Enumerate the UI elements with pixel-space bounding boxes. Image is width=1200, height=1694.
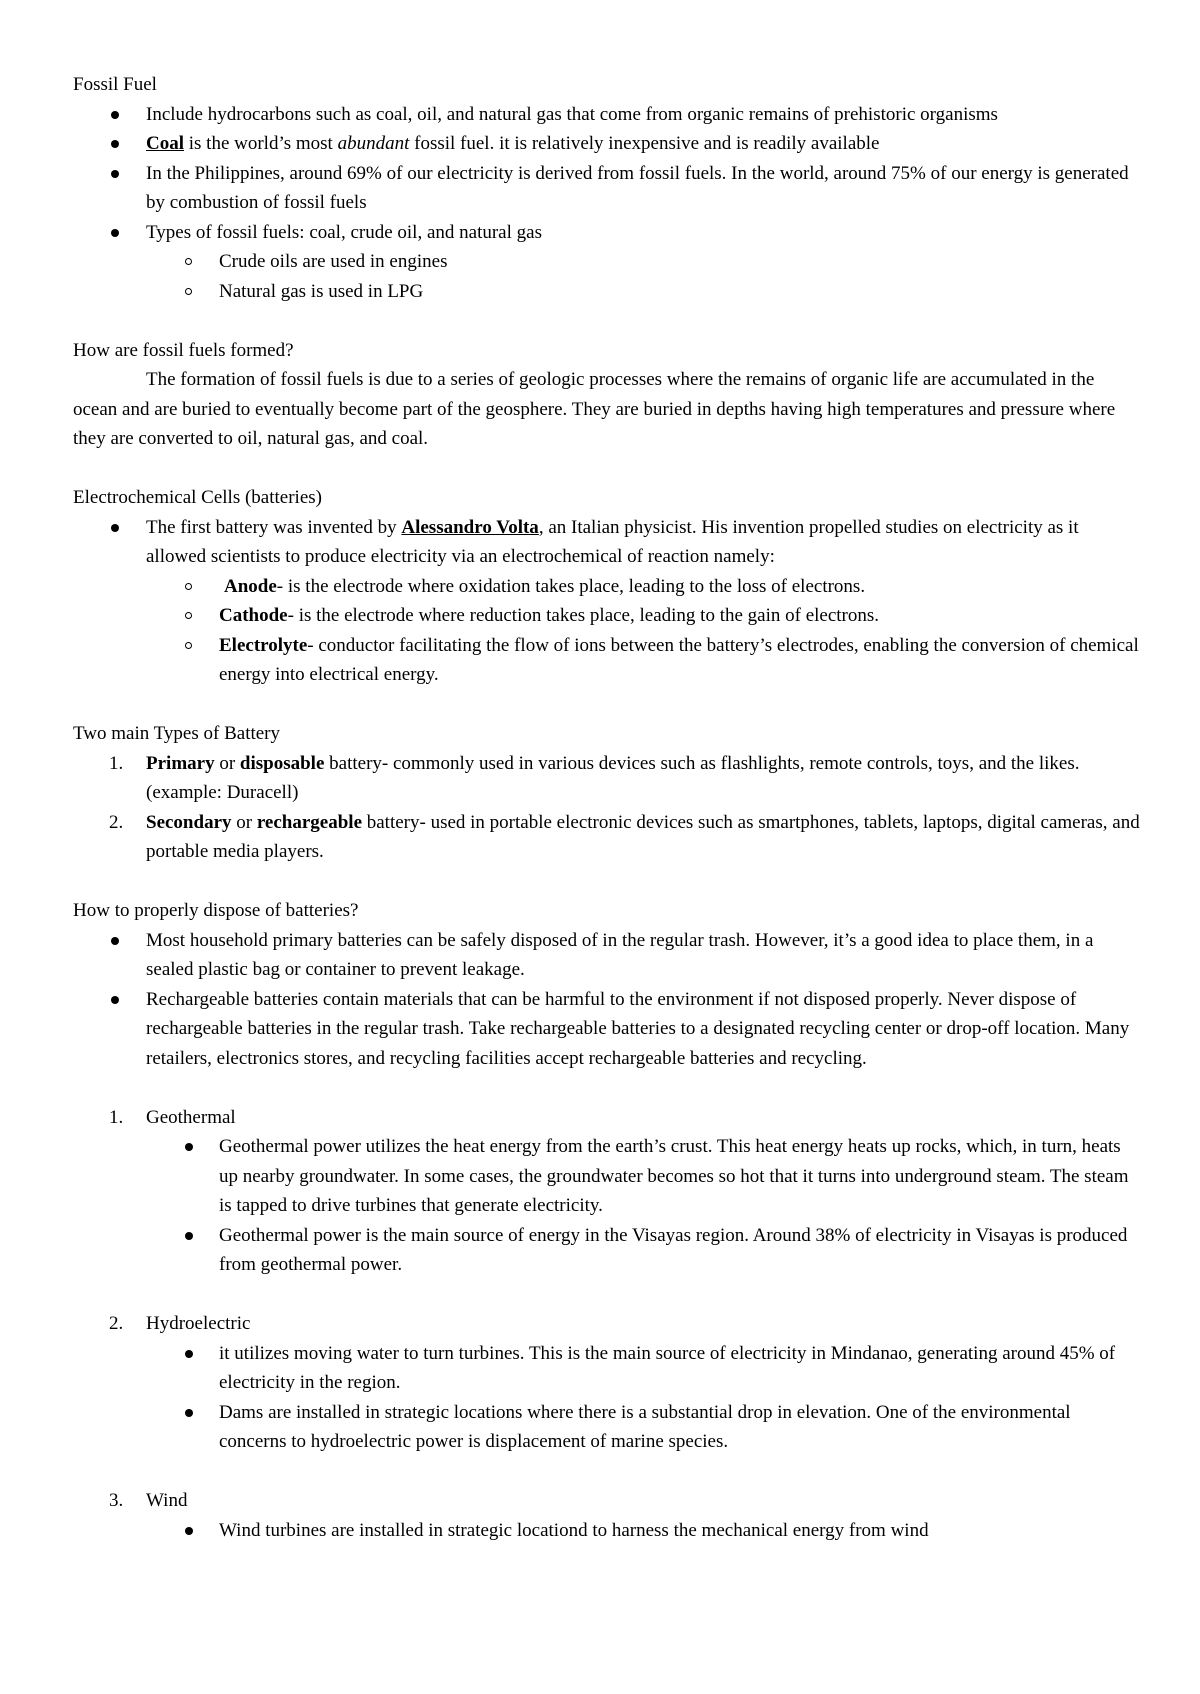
term-cathode: Cathode (219, 605, 288, 626)
section-hydroelectric (73, 1309, 1142, 1457)
term-alessandro-volta: Alessandro Volta (401, 516, 539, 538)
numbered-heading-wind (73, 1486, 1142, 1516)
list-item (73, 513, 1142, 572)
list-item (73, 926, 1142, 985)
term-electrolyte: Electrolyte (219, 634, 308, 656)
heading-fossil-formation: How are fossil fuels formed? (73, 339, 294, 361)
bullet-icon (111, 229, 119, 237)
list-item-text: or (231, 811, 257, 833)
heading-battery-types: Two main Types of Battery (73, 723, 281, 744)
bullet-icon (111, 111, 119, 119)
numbered-heading-geothermal (73, 1103, 1142, 1133)
bullet-icon (185, 1409, 193, 1417)
bullet-icon (111, 524, 119, 532)
term-secondary: Secondary (146, 811, 232, 833)
heading-electrochemical-cells: Electrochemical Cells (batteries) (73, 487, 322, 508)
list-item (73, 159, 1142, 218)
heading-geothermal: Geothermal (146, 1106, 236, 1128)
circle-bullet-icon (185, 612, 192, 619)
bullet-icon (111, 937, 119, 945)
section-battery-disposal (73, 896, 1142, 1073)
section-fossil-formation (73, 336, 1142, 454)
list-item-text: Natural gas is used in LPG (219, 280, 424, 302)
sub-list-item (73, 277, 1142, 307)
list-number: 2. (109, 811, 124, 833)
list-item-text: Types of fossil fuels: coal, crude oil, and natural gas (146, 221, 542, 243)
list-item-text: battery- commonly used in various devices such as flashlights, remote controls, toys, and the likes. (example: Duracell) (146, 752, 1080, 803)
list-item-text: Geothermal power is the main source of energy in the Visayas region. Around 38% of electricity in Visayas is produced from geothermal power. (219, 1224, 1128, 1275)
circle-bullet-icon (185, 288, 192, 295)
sub-list-item (73, 631, 1142, 690)
section-fossil-fuel (73, 70, 1142, 306)
bullet-icon (111, 140, 119, 148)
paragraph-fossil-formation: The formation of fossil fuels is due to a series of geologic processes where the remains of organic life are accumulated in the ocean and are buried to eventually become part of the geosphere. They are buried in depths having high temperatures and pressure where they are converted to oil, natural gas, and coal. (73, 369, 1116, 449)
list-item (73, 100, 1142, 130)
section-electrochemical-cells (73, 483, 1142, 690)
spacer (73, 306, 1142, 336)
list-number: 3. (109, 1490, 124, 1511)
battery-disposal-list (73, 926, 1142, 1074)
sub-list-item (73, 1132, 1142, 1221)
list-item (73, 749, 1142, 808)
term-anode: Anode (224, 575, 277, 597)
section-wind (73, 1486, 1142, 1545)
list-item-text: - is the electrode where reduction takes place, leading to the gain of electrons. (287, 605, 880, 626)
list-item (73, 808, 1142, 867)
sub-list-item (73, 601, 1142, 631)
list-item-text: is the world’s most (184, 133, 338, 154)
list-number: 1. (109, 752, 124, 774)
list-item (73, 129, 1142, 159)
term-coal: Coal (146, 133, 184, 154)
heading-battery-disposal: How to properly dispose of batteries? (73, 900, 359, 921)
circle-bullet-icon (185, 583, 192, 590)
sub-list-item (73, 1516, 1142, 1546)
battery-types-list (73, 749, 1142, 867)
bullet-icon (185, 1527, 193, 1535)
list-item-text: - conductor facilitating the flow of ions between the battery’s electrodes, enabling the conversion of chemical energy into electrical energy. (219, 634, 1139, 685)
geothermal-list (73, 1132, 1142, 1280)
fossil-fuel-list (73, 100, 1142, 307)
numbered-heading-hydroelectric (73, 1309, 1142, 1339)
list-item-text: Rechargeable batteries contain materials that can be harmful to the environment if not disposed properly. Never dispose of rechargeable batteries in the regular trash. Take rechargeable batteries to a designated recycling center or drop-off location. Many retailers, electronics stores, and recycling facilities accept rechargeable batteries and recycling. (146, 988, 1130, 1069)
heading-hydroelectric: Hydroelectric (146, 1313, 251, 1334)
list-item-text: Geothermal power utilizes the heat energy from the earth’s crust. This heat energy heats up rocks, which, in turn, heats up nearby groundwater. In some cases, the groundwater becomes so hot that it turns into underground steam. The steam is tapped to drive turbines that generate electricity. (219, 1136, 1129, 1216)
spacer (73, 1073, 1142, 1103)
spacer (73, 690, 1142, 720)
circle-bullet-icon (185, 642, 192, 649)
list-item-text: Crude oils are used in engines (219, 251, 448, 272)
circle-bullet-icon (185, 258, 192, 265)
list-item (73, 985, 1142, 1074)
list-item-text: , an Italian physicist. His invention propelled studies on electricity as it allowed scientists to produce electricity via an electrochemical of reaction namely: (146, 516, 1079, 567)
term-rechargeable: rechargeable (256, 811, 362, 833)
list-item-text: battery- used in portable electronic devices such as smartphones, tablets, laptops, digital cameras, and portable media players. (146, 811, 1140, 862)
emphasis-abundant: abundant (337, 133, 410, 154)
list-item-text: fossil fuel. it is relatively inexpensive and is readily available (409, 133, 880, 154)
spacer (73, 867, 1142, 897)
sub-list-item (73, 247, 1142, 277)
list-item (73, 218, 1142, 248)
spacer (73, 454, 1142, 484)
hydroelectric-list (73, 1339, 1142, 1457)
spacer (73, 1280, 1142, 1310)
bullet-icon (185, 1143, 193, 1151)
list-item-text: - is the electrode where oxidation takes place, leading to the loss of electrons. (276, 575, 866, 597)
section-battery-types (73, 719, 1142, 867)
bullet-icon (185, 1232, 193, 1240)
heading-fossil-fuel: Fossil Fuel (73, 74, 157, 95)
bullet-icon (185, 1350, 193, 1358)
sub-list-item (73, 1221, 1142, 1280)
wind-list (73, 1516, 1142, 1546)
bullet-icon (111, 996, 119, 1004)
term-disposable: disposable (239, 752, 325, 774)
electrochemical-list (73, 513, 1142, 690)
spacer (73, 1457, 1142, 1487)
list-item-text: Most household primary batteries can be safely disposed of in the regular trash. However, it’s a good idea to place them, in a sealed plastic bag or container to prevent leakage. (146, 929, 1094, 980)
list-item-text: The first battery was invented by (146, 516, 402, 538)
list-item-text: or (214, 752, 240, 774)
term-primary: Primary (146, 752, 215, 774)
list-number: 1. (109, 1106, 124, 1128)
list-item-text: it utilizes moving water to turn turbines. This is the main source of electricity in Mindanao, generating around 45% of electricity in the region. (219, 1342, 1116, 1393)
sub-list-item (73, 572, 1142, 602)
sub-list-item (73, 1398, 1142, 1457)
heading-wind: Wind (146, 1490, 188, 1511)
list-item-text: Wind turbines are installed in strategic locationd to harness the mechanical energy from wind (219, 1519, 929, 1541)
list-item-text: Include hydrocarbons such as coal, oil, and natural gas that come from organic remains of prehistoric organisms (146, 103, 998, 125)
section-geothermal (73, 1103, 1142, 1280)
bullet-icon (111, 170, 119, 178)
list-number: 2. (109, 1313, 124, 1334)
list-item-text: Dams are installed in strategic locations where there is a substantial drop in elevation. One of the environmental concerns to hydroelectric power is displacement of marine species. (219, 1401, 1071, 1452)
list-item-text: In the Philippines, around 69% of our electricity is derived from fossil fuels. In the world, around 75% of our energy is generated by combustion of fossil fuels (146, 162, 1129, 213)
sub-list-item (73, 1339, 1142, 1398)
